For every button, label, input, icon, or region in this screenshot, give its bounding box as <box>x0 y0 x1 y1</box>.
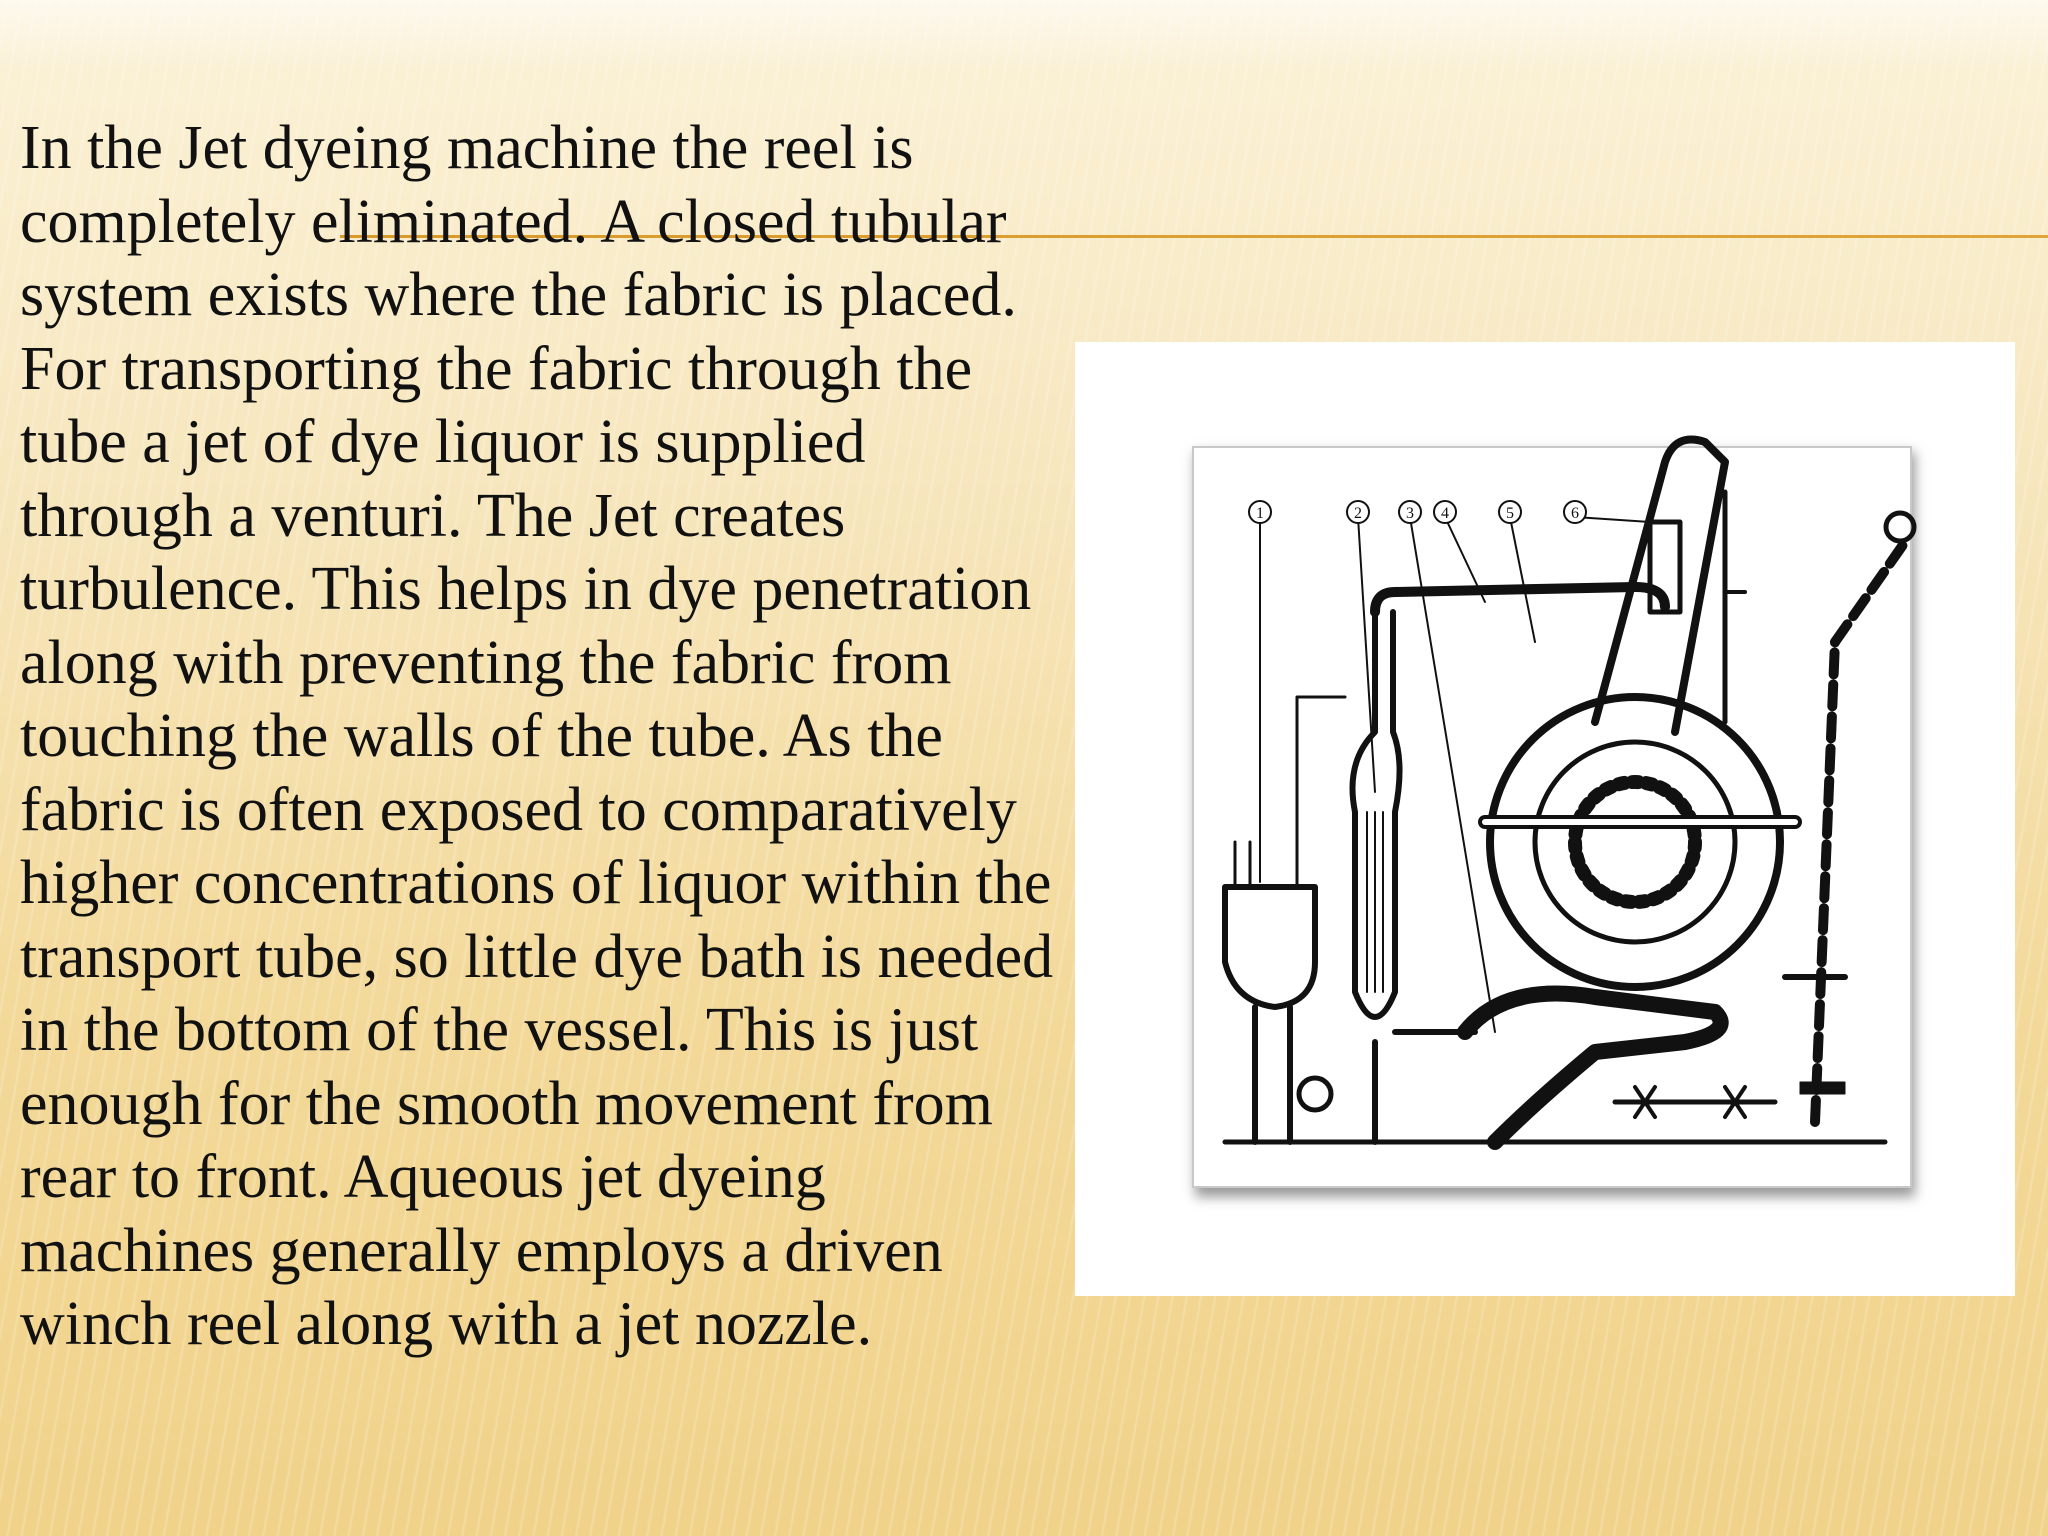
callout-label-6: 6 <box>1571 505 1579 522</box>
callout-label-3: 3 <box>1406 505 1414 522</box>
platform-base <box>1800 1082 1845 1094</box>
slide-body-text: In the Jet dyeing machine the reel is completely eliminated. A closed tubular system exists where the fabric is placed. For transporting the fabric through the tube a jet of dye liquor is supplied through a venturi. The Jet creates turbulence. This helps in dye penetration along with preventing the fabric from touching the walls of the tube. As the fabric is often exposed to comparatively higher concentrations of liquor within the transport tube, so little dye bath is needed in the bottom of the vessel. This is just enough for the smooth movement from rear to front. Aqueous jet dyeing machines generally employs a driven winch reel along with a jet nozzle. <box>20 114 1054 1358</box>
callout-label-2: 2 <box>1354 505 1362 522</box>
callout-label-4: 4 <box>1441 505 1449 522</box>
slide-top-band <box>0 0 2048 70</box>
callout-label-5: 5 <box>1506 505 1514 522</box>
callout-label-1: 1 <box>1256 505 1264 522</box>
jet-dyeing-machine-diagram <box>1075 342 2015 1296</box>
diagram-drawing <box>1075 342 2015 1296</box>
